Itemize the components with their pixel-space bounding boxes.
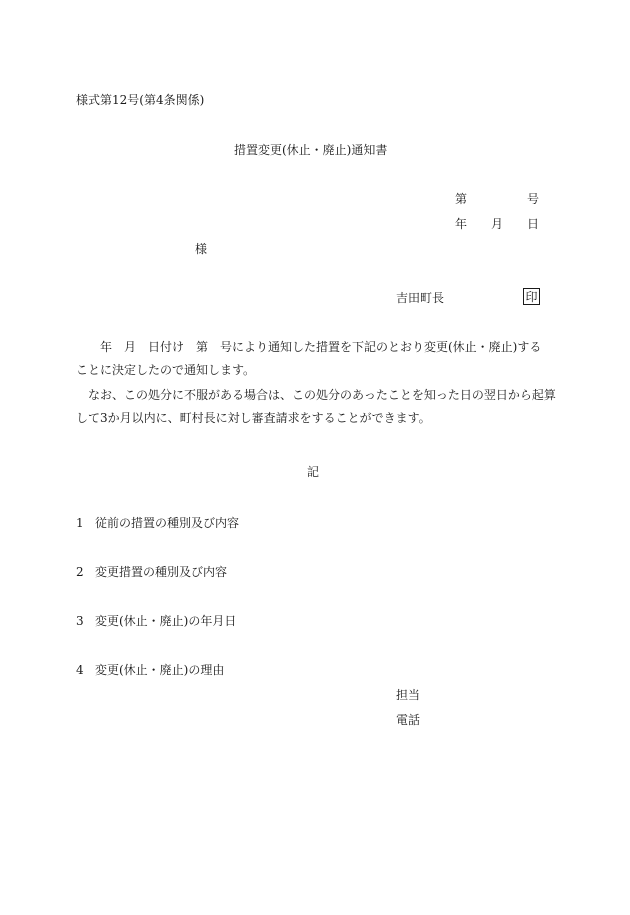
date-year-label: 年	[455, 217, 468, 231]
list-item-number: 4	[76, 663, 84, 677]
list-item-number: 3	[76, 614, 84, 628]
list-item-label: 変更措置の種別及び内容	[95, 565, 228, 579]
date-month-label: 月	[491, 217, 504, 231]
list-item-number: 2	[76, 565, 84, 579]
list-item-2	[76, 566, 227, 578]
date-day-label: 日	[527, 217, 540, 231]
body-paragraph-1	[76, 336, 554, 382]
contact-phone-label: 電話	[396, 713, 421, 727]
issuer-name: 吉田町長	[396, 291, 445, 305]
document-title: 措置変更(休止・廃止)通知書	[234, 143, 388, 157]
list-item-number: 1	[76, 516, 84, 530]
contact-person-label: 担当	[396, 688, 421, 702]
list-item-label: 変更(休止・廃止)の年月日	[95, 614, 237, 628]
form-number: 様式第12号(第4条関係)	[76, 93, 205, 107]
seal-stamp: 印	[523, 288, 540, 305]
list-item-3	[76, 615, 236, 627]
body-paragraph-2-line-1: なお、この処分に不服がある場合は、この処分のあったことを知った日の翌日から起算	[76, 388, 556, 402]
list-item-label: 変更(休止・廃止)の理由	[95, 663, 225, 677]
ki-heading: 記	[307, 465, 320, 479]
doc-number-prefix: 第	[455, 192, 468, 206]
addressee-honorific: 様	[195, 242, 208, 256]
list-item-label: 従前の措置の種別及び内容	[95, 516, 240, 530]
body-paragraph-2-line-2: して3か月以内に、町村長に対し審査請求をすることができます。	[76, 411, 431, 425]
list-item-4	[76, 664, 224, 676]
body-paragraph-1-line-1: 年 月 日付け 第 号により通知した措置を下記のとおり変更(休止・廃止)する	[76, 340, 542, 354]
body-paragraph-2	[76, 384, 554, 430]
list-item-1	[76, 517, 239, 529]
doc-number-suffix: 号	[527, 192, 540, 206]
body-paragraph-1-line-2: ことに決定したので通知します。	[76, 363, 256, 377]
